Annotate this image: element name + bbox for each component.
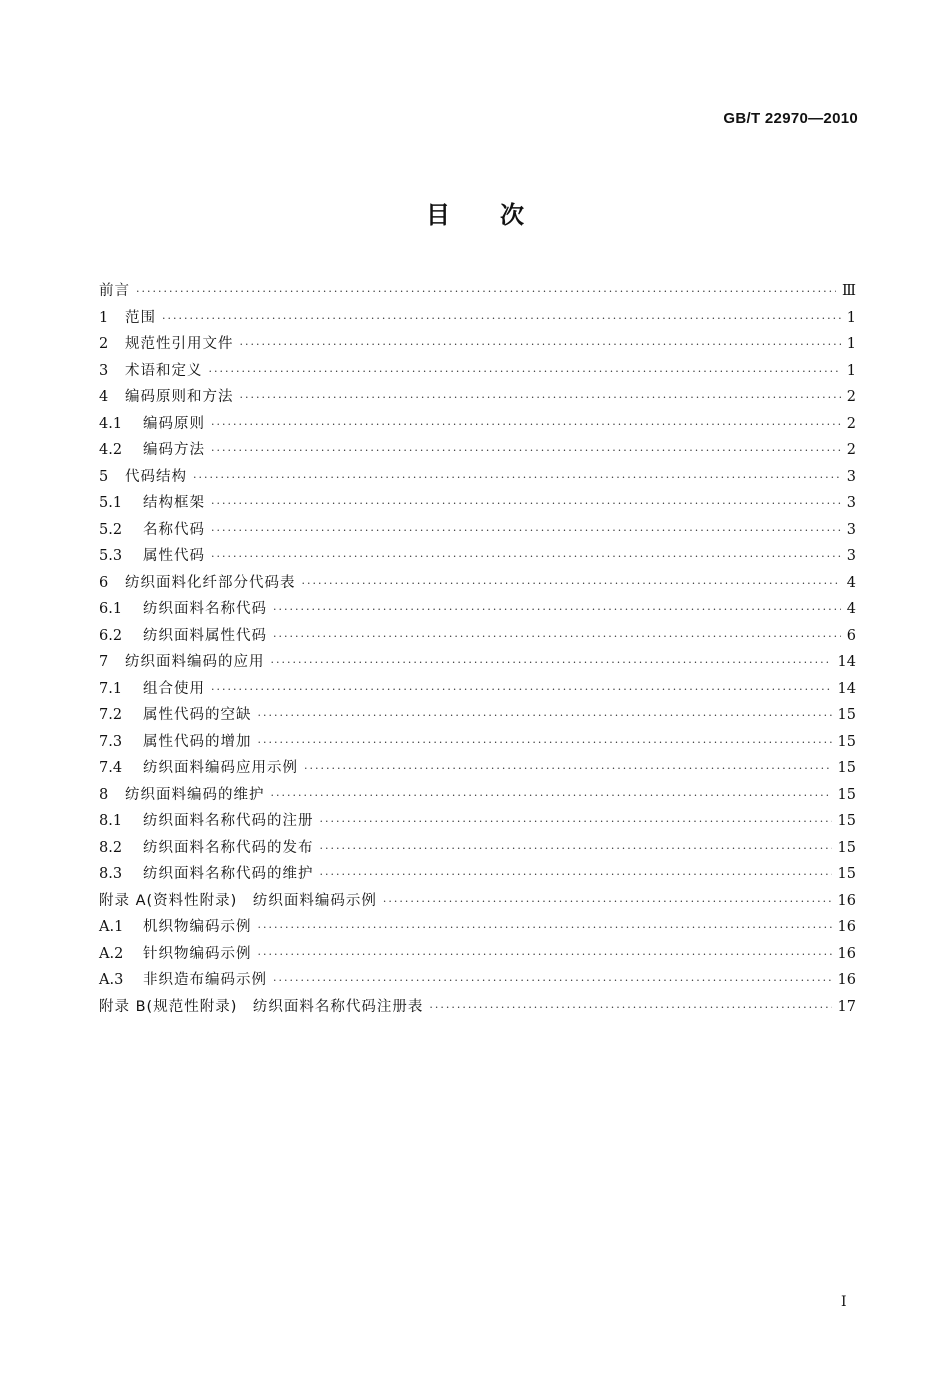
toc-entry-page: 1 [846, 336, 856, 352]
toc-entry-number: 4.2 [99, 442, 123, 458]
toc-entry[interactable] [99, 755, 856, 782]
toc-entry-title: 编码原则和方法 [125, 389, 234, 405]
toc-entry-number: 8.3 [99, 866, 123, 882]
toc-entry-number: 7.4 [99, 760, 123, 776]
toc-entry[interactable] [99, 702, 856, 729]
toc-leader-dots [320, 836, 832, 863]
toc-entry-page: 4 [846, 601, 856, 617]
toc-leader-dots [211, 491, 841, 518]
toc-leader-dots [271, 783, 832, 810]
toc-entry-title: 纺织面料属性代码 [143, 627, 267, 644]
toc-entry[interactable] [99, 543, 856, 570]
toc-entry-page: 3 [846, 521, 856, 538]
toc-entry-title: 机织物编码示例 [143, 919, 252, 935]
toc-entry-number: 5.1 [99, 495, 123, 511]
toc-entry-number: 4 [99, 389, 109, 405]
toc-entry-title: 属性代码 [143, 548, 205, 564]
toc-entry[interactable] [99, 729, 856, 756]
toc-entry-title: 纺织面料编码的维护 [125, 786, 265, 803]
toc-entry-page: 3 [846, 495, 856, 511]
toc-entry-title: 结构框架 [143, 495, 205, 511]
toc-entry[interactable] [99, 782, 856, 809]
toc-leader-dots [211, 438, 841, 465]
toc-entry-title: 非织造布编码示例 [143, 972, 267, 988]
toc-leader-dots [273, 968, 832, 995]
toc-entry-number: 8.2 [99, 839, 123, 856]
toc-entry-page: 16 [837, 892, 856, 909]
toc-entry-title: 纺织面料名称代码的维护 [143, 866, 314, 882]
toc-entry-page: 15 [837, 786, 856, 803]
toc-entry-title: 代码结构 [125, 468, 187, 485]
toc-leader-dots [193, 465, 841, 492]
toc-entry[interactable] [99, 888, 856, 915]
toc-entry-page: 16 [837, 945, 856, 962]
toc-entry-number: 6.2 [99, 627, 123, 644]
toc-entry-title: 规范性引用文件 [125, 336, 234, 352]
toc-leader-dots [211, 677, 832, 704]
toc-entry-page: 15 [837, 760, 856, 776]
toc-entry[interactable] [99, 623, 856, 650]
toc-leader-dots [383, 889, 832, 916]
toc-entry-page: 15 [837, 707, 856, 723]
toc-leader-dots [320, 862, 832, 889]
toc-entry[interactable] [99, 278, 856, 305]
toc-entry[interactable] [99, 464, 856, 491]
toc-entry-title: 附录 B(规范性附录) 纺织面料名称代码注册表 [99, 998, 424, 1015]
toc-entry-number: 6.1 [99, 601, 123, 617]
toc-entry[interactable] [99, 358, 856, 385]
toc-entry-number: 6 [99, 574, 109, 591]
toc-entry[interactable] [99, 649, 856, 676]
toc-entry-page: 3 [846, 548, 856, 564]
toc-leader-dots [273, 624, 841, 651]
toc-leader-dots [209, 359, 841, 386]
toc-entry[interactable] [99, 517, 856, 544]
toc-leader-dots [304, 756, 832, 783]
toc-entry[interactable] [99, 914, 856, 941]
toc-entry-title: 组合使用 [143, 680, 205, 697]
toc-entry-number: 7.2 [99, 707, 123, 723]
toc-entry[interactable] [99, 596, 856, 623]
toc-leader-dots [429, 995, 831, 1022]
toc-entry-page: 2 [846, 415, 856, 432]
toc-entry-title: 属性代码的空缺 [143, 707, 252, 723]
page-title: 目次 [426, 201, 574, 229]
toc-entry-title: 针织物编码示例 [143, 945, 252, 962]
toc-entry-number: 5 [99, 468, 109, 485]
toc-entry-number: 8.1 [99, 813, 123, 829]
toc-entry-page: 14 [837, 680, 856, 697]
toc-entry[interactable] [99, 808, 856, 835]
toc-entry-title: 纺织面料编码的应用 [125, 654, 265, 670]
toc-leader-dots [258, 703, 832, 730]
toc-entry[interactable] [99, 305, 856, 332]
toc-entry-number: 5.2 [99, 521, 123, 538]
toc-entry-page: 15 [837, 813, 856, 829]
toc-entry-page: Ⅲ [842, 283, 856, 299]
toc-entry-number: A.3 [99, 972, 124, 988]
toc-entry[interactable] [99, 411, 856, 438]
toc-entry-number: 4.1 [99, 415, 123, 432]
toc-entry-page: 15 [837, 839, 856, 856]
toc-leader-dots [240, 332, 841, 359]
toc-entry-title: 纺织面料名称代码 [143, 601, 267, 617]
toc-leader-dots [211, 518, 841, 545]
toc-entry-number: 1 [99, 309, 109, 326]
toc-leader-dots [320, 809, 832, 836]
toc-entry-page: 15 [837, 733, 856, 750]
toc-leader-dots [302, 571, 841, 598]
toc-entry-page: 4 [846, 574, 856, 591]
toc-entry-page: 6 [846, 627, 856, 644]
toc-entry-title: 纺织面料名称代码的发布 [143, 839, 314, 856]
toc-entry-page: 16 [837, 919, 856, 935]
toc-entry-number: 3 [99, 362, 109, 379]
toc-leader-dots [271, 650, 832, 677]
toc-entry-title: 纺织面料编码应用示例 [143, 760, 298, 776]
toc-entry-page: 17 [837, 998, 856, 1015]
toc-entry[interactable] [99, 994, 856, 1021]
toc-entry-page: 3 [846, 468, 856, 485]
toc-entry[interactable] [99, 490, 856, 517]
toc-leader-dots [273, 597, 841, 624]
toc-entry-number: A.1 [99, 919, 124, 935]
toc-entry-title: 范围 [125, 309, 156, 326]
toc-entry[interactable] [99, 331, 856, 358]
toc-entry-page: 2 [846, 442, 856, 458]
toc-entry[interactable] [99, 967, 856, 994]
toc-entry[interactable] [99, 437, 856, 464]
toc-entry-number: 7.3 [99, 733, 123, 750]
toc-entry-title: 前言 [99, 283, 130, 299]
toc-entry[interactable] [99, 384, 856, 411]
toc-leader-dots [211, 412, 841, 439]
toc-leader-dots [136, 279, 836, 306]
toc-entry-page: 1 [846, 309, 856, 326]
toc-leader-dots [258, 730, 832, 757]
toc-leader-dots [258, 915, 832, 942]
table-of-contents [99, 278, 856, 1020]
toc-entry-title: 属性代码的增加 [143, 733, 252, 750]
toc-entry[interactable] [99, 570, 856, 597]
toc-entry-title: 编码方法 [143, 442, 205, 458]
toc-entry-title: 名称代码 [143, 521, 205, 538]
toc-entry-number: 8 [99, 786, 109, 803]
toc-entry[interactable] [99, 676, 856, 703]
toc-entry[interactable] [99, 861, 856, 888]
toc-entry-title: 编码原则 [143, 415, 205, 432]
toc-entry-number: 5.3 [99, 548, 123, 564]
toc-entry-page: 16 [837, 972, 856, 988]
toc-leader-dots [258, 942, 832, 969]
toc-entry-page: 2 [846, 389, 856, 405]
toc-entry-title: 附录 A(资料性附录) 纺织面料编码示例 [99, 892, 377, 909]
toc-entry-page: 14 [837, 654, 856, 670]
toc-entry-title: 纺织面料化纤部分代码表 [125, 574, 296, 591]
toc-leader-dots [240, 385, 841, 412]
toc-entry[interactable] [99, 941, 856, 968]
toc-entry-number: 2 [99, 336, 109, 352]
toc-leader-dots [211, 544, 841, 571]
toc-entry-number: 7 [99, 654, 109, 670]
toc-entry-title: 术语和定义 [125, 362, 203, 379]
toc-entry-page: 15 [837, 866, 856, 882]
standard-number: GB/T 22970—2010 [723, 110, 858, 127]
toc-entry[interactable] [99, 835, 856, 862]
page-number: I [841, 1294, 847, 1310]
toc-entry-number: A.2 [99, 945, 124, 962]
toc-entry-title: 纺织面料名称代码的注册 [143, 813, 314, 829]
toc-entry-page: 1 [846, 362, 856, 379]
toc-entry-number: 7.1 [99, 680, 123, 697]
toc-leader-dots [162, 306, 841, 333]
